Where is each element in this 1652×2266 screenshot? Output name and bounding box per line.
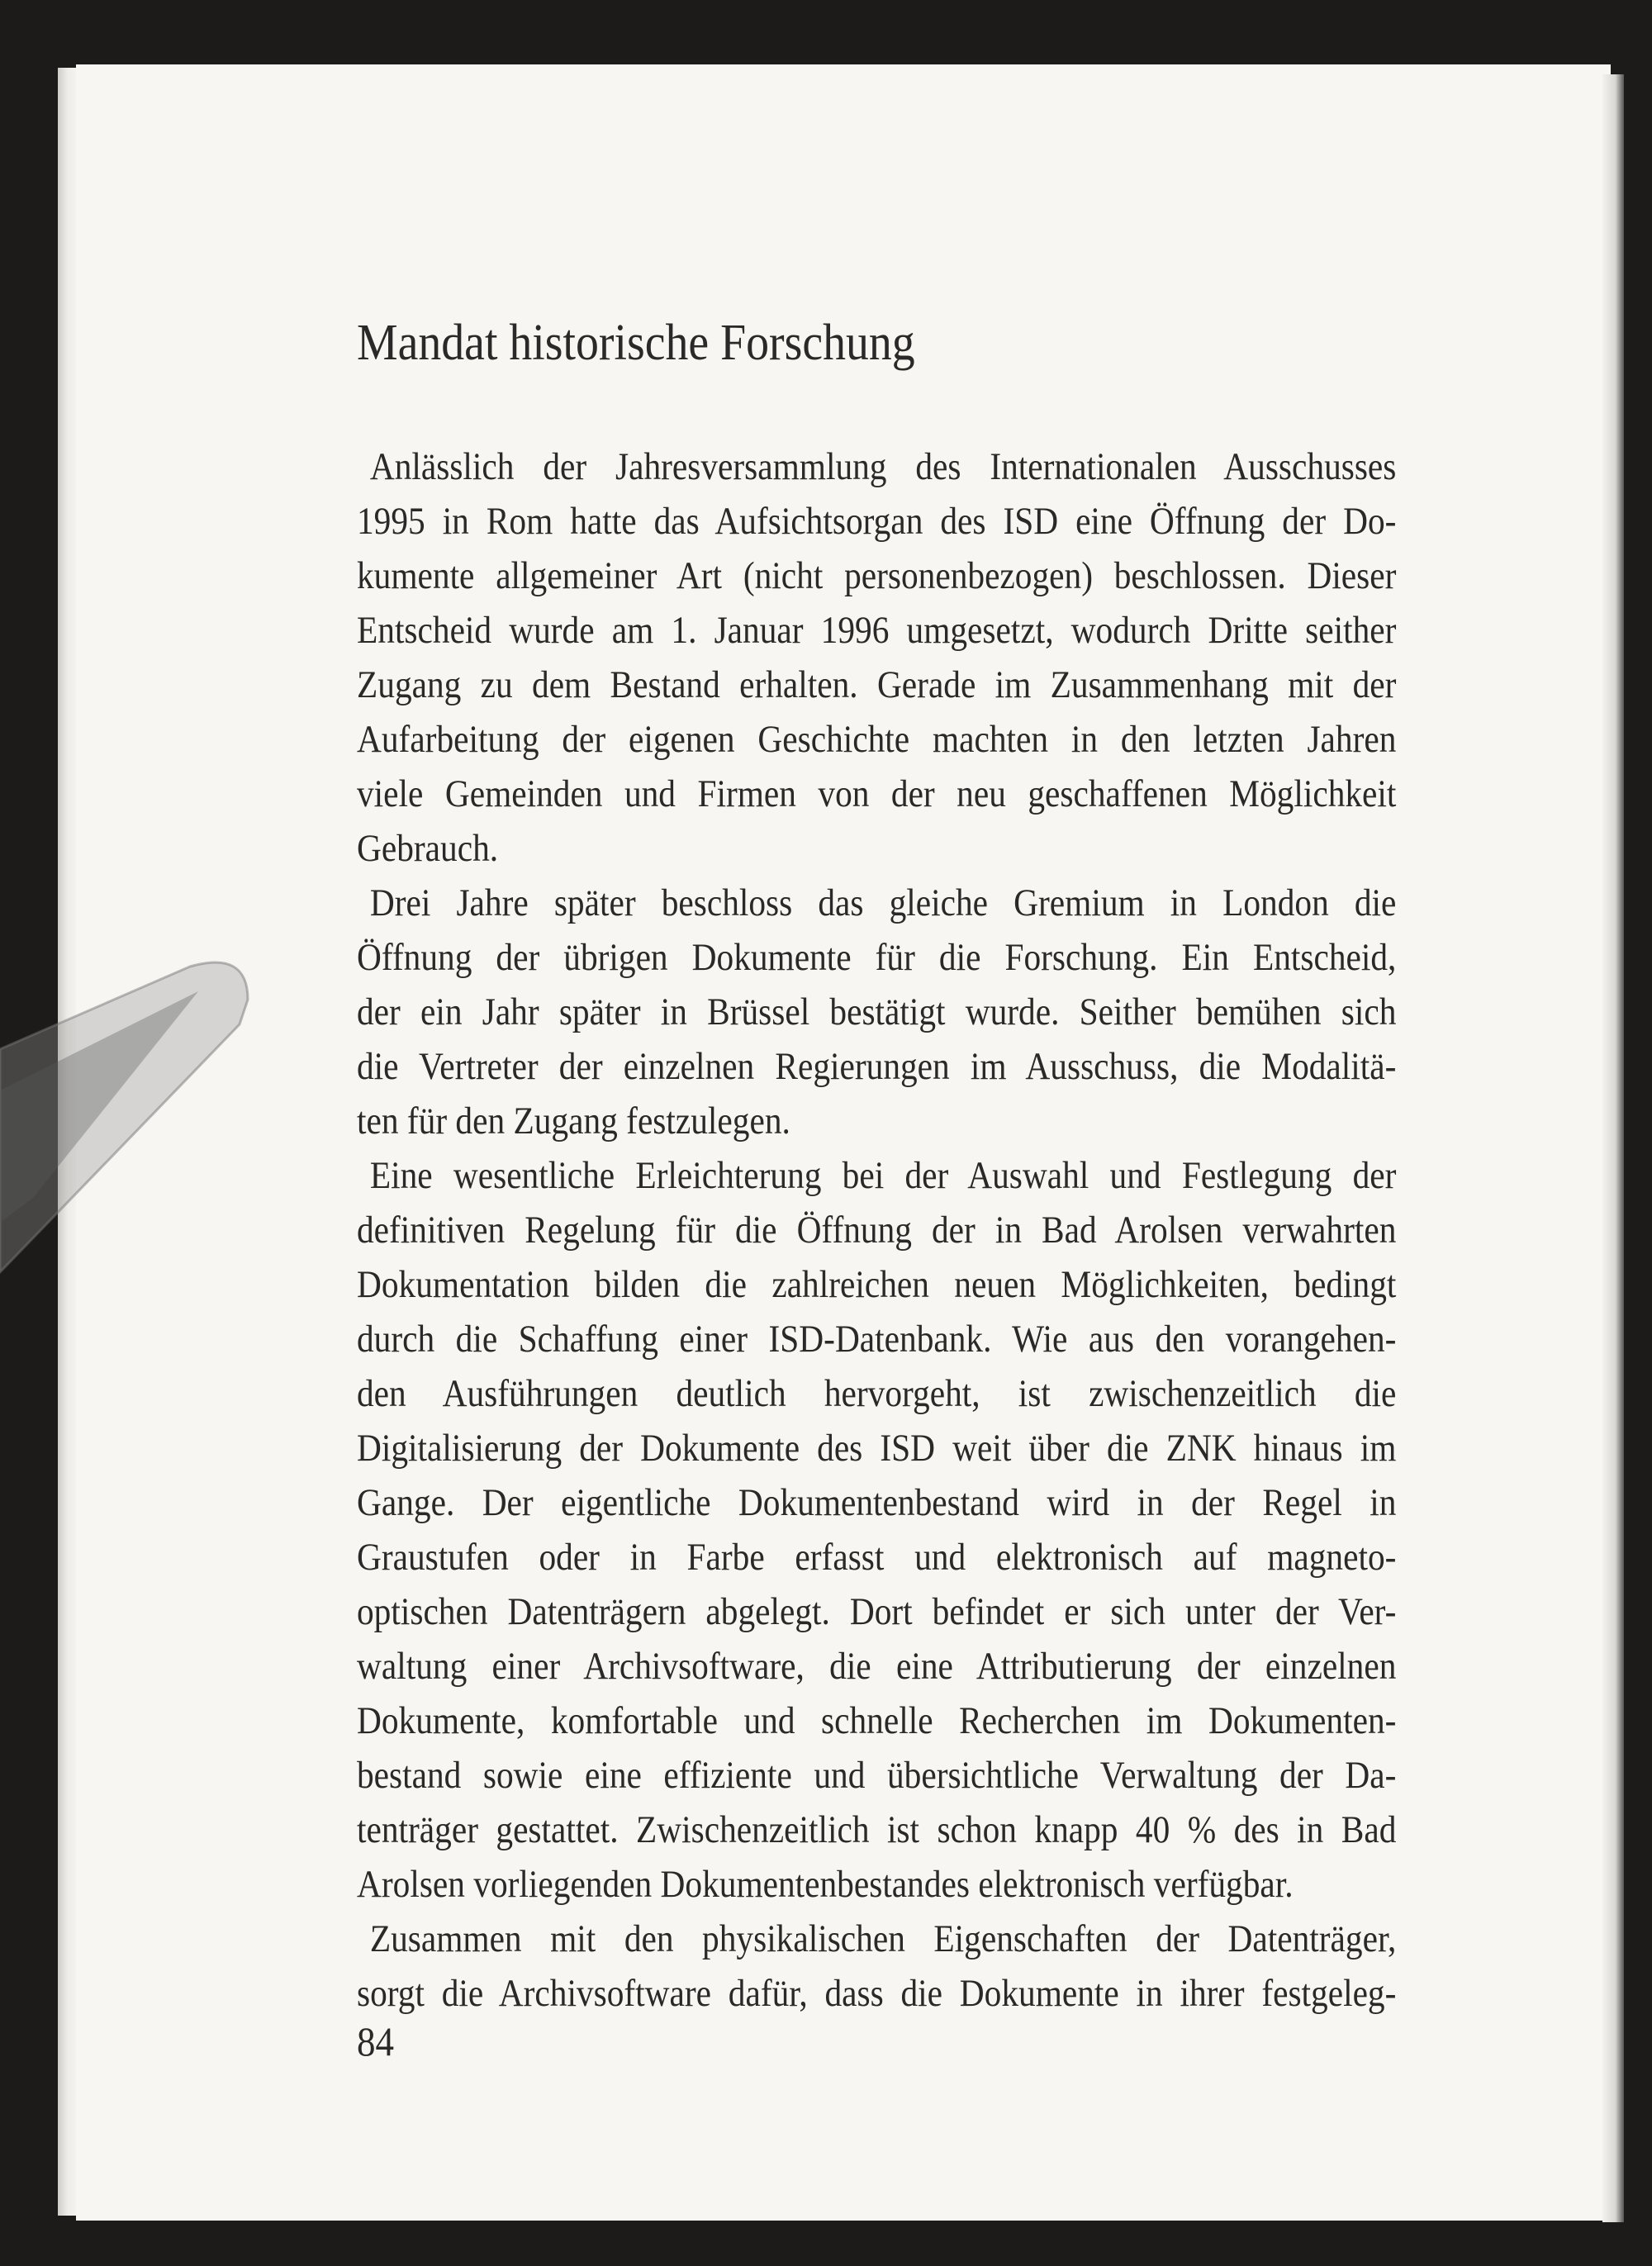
text-line [357, 1094, 1396, 1148]
text-line-content: Gebrauch. [357, 827, 499, 870]
text-line [357, 1584, 1396, 1639]
text-line-content: Arolsen vorliegenden Dokumentenbestandes elektronisch verfügbar. [357, 1863, 1294, 1906]
text-line-content: kumente allgemeiner Art (nicht personenbezogen) beschlossen. Dieser [357, 554, 1397, 597]
text-line-content: Eine wesentliche Erleichterung bei der Auswahl und Festlegung der [369, 1154, 1397, 1197]
text-line [357, 1312, 1396, 1366]
text-line-content: durch die Schaffung einer ISD-Datenbank. Wie aus den vorangehen- [357, 1318, 1397, 1361]
text-line-content: den Ausführungen deutlich hervorgeht, ist zwischenzeitlich die [357, 1372, 1397, 1415]
text-line-content: Anlässlich der Jahresversammlung des Internationalen Ausschusses [369, 445, 1397, 488]
text-line [357, 1912, 1396, 1966]
text-line-content: Öffnung der übrigen Dokumente für die Forschung. Ein Entscheid, [357, 936, 1397, 979]
body-text [357, 439, 1396, 2021]
text-line-content: 1995 in Rom hatte das Aufsichtsorgan des ISD eine Öffnung der Do- [357, 500, 1397, 543]
section-heading: Mandat historische Forschung [357, 315, 915, 371]
text-line-content: optischen Datenträgern abgelegt. Dort befindet er sich unter der Ver- [357, 1590, 1397, 1633]
text-line [357, 1366, 1396, 1421]
text-line [357, 821, 1396, 876]
text-line [357, 985, 1396, 1039]
text-line [357, 1694, 1396, 1748]
text-line [357, 1039, 1396, 1094]
text-line [357, 1530, 1396, 1584]
text-line [357, 1748, 1396, 1803]
text-line-content: Digitalisierung der Dokumente des ISD weit über die ZNK hinaus im [357, 1427, 1397, 1470]
text-line [357, 876, 1396, 930]
text-line [357, 658, 1396, 712]
text-line [357, 603, 1396, 658]
text-line-content: Zugang zu dem Bestand erhalten. Gerade im Zusammenhang mit der [357, 663, 1397, 706]
text-line-content: Gange. Der eigentliche Dokumentenbestand wird in der Regel in [357, 1481, 1397, 1524]
text-line-content: sorgt die Archivsoftware dafür, dass die Dokumente in ihrer festgeleg- [357, 1972, 1397, 2015]
text-line [357, 494, 1396, 549]
text-line-content: ten für den Zugang festzulegen. [357, 1100, 790, 1143]
text-line-content: Dokumente, komfortable und schnelle Recherchen im Dokumenten- [357, 1699, 1397, 1742]
text-line [357, 930, 1396, 985]
text-line [357, 1421, 1396, 1475]
text-line [357, 1857, 1396, 1912]
text-line [357, 549, 1396, 603]
page-number: 84 [357, 2018, 394, 2064]
text-line [357, 712, 1396, 767]
transparent-bookmark-clip [0, 950, 273, 1297]
text-line [357, 1148, 1396, 1203]
text-line-content: Aufarbeitung der eigenen Geschichte machten in den letzten Jahren [357, 718, 1397, 761]
text-line [357, 1639, 1396, 1694]
text-line [357, 1257, 1396, 1312]
text-line-content: Zusammen mit den physikalischen Eigenschaften der Datenträger, [369, 1917, 1397, 1960]
text-line [357, 1203, 1396, 1257]
text-line [357, 439, 1396, 494]
text-line-content: Dokumentation bilden die zahlreichen neuen Möglichkeiten, bedingt [357, 1263, 1397, 1306]
text-line-content: viele Gemeinden und Firmen von der neu geschaffenen Möglichkeit [357, 772, 1397, 815]
text-line-content: tenträger gestattet. Zwischenzeitlich ist schon knapp 40 % des in Bad [357, 1808, 1397, 1851]
text-line-content: waltung einer Archivsoftware, die eine Attributierung der einzelnen [357, 1645, 1397, 1688]
text-line [357, 1803, 1396, 1857]
text-line-content: bestand sowie eine effiziente und übersichtliche Verwaltung der Da- [357, 1754, 1397, 1797]
text-line-content: definitiven Regelung für die Öffnung der in Bad Arolsen verwahrten [357, 1209, 1397, 1252]
text-line-content: der ein Jahr später in Brüssel bestätigt wurde. Seither bemühen sich [357, 990, 1397, 1033]
text-line [357, 767, 1396, 821]
page-gutter-edge [1602, 74, 1624, 2222]
text-line [357, 1966, 1396, 2021]
text-line-content: die Vertreter der einzelnen Regierungen im Ausschuss, die Modalitä- [357, 1045, 1397, 1088]
text-line-content: Entscheid wurde am 1. Januar 1996 umgesetzt, wodurch Dritte seither [357, 609, 1397, 652]
text-line-content: Graustufen oder in Farbe erfasst und elektronisch auf magneto- [357, 1536, 1397, 1579]
text-line-content: Drei Jahre später beschloss das gleiche Gremium in London die [369, 881, 1397, 924]
text-line [357, 1475, 1396, 1530]
